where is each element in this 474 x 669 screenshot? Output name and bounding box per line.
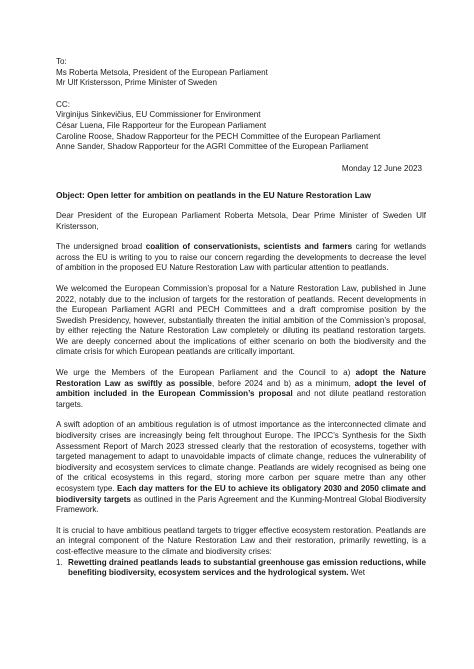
text-run: Wet	[348, 568, 366, 578]
text-run-bold: Each day matters for the EU to achieve its obligatory 2030 and 2050 climate and biodiversity targets	[56, 484, 426, 504]
paragraph-welcome: We welcomed the European Commission’s proposal for a Nature Restoration Law, published in June 2022, notably due to the inclusion of targets for the restoration of peatlands. Recent developments in the European Parliament AGRI and PECH Committees and a draft compromise position by the Swedish Presidency, however, substantially threaten the initial ambition of the Commission’s proposal, by either rejecting the Nature Restoration Law completely or diluting its peatland restoration targets. We are deeply concerned about the implications of either scenario on both the biodiversity and the climate crisis for which European peatlands are critically important.	[56, 283, 426, 357]
paragraph-coalition	[56, 242, 426, 274]
salutation: Dear President of the European Parliament Roberta Metsola, Dear Prime Minister of Sweden Ulf Kristersson,	[56, 210, 426, 231]
text-run: caring for wetlands across the EU is writing to you to raise our concern regarding the developments to decrease the level of ambition in the proposed EU Nature Restoration Law with particular attention to peatlands.	[56, 242, 426, 273]
cc-block	[56, 100, 426, 153]
letter-object: Object: Open letter for ambition on peatlands in the EU Nature Restoration Law	[56, 190, 372, 201]
text-run: The undersigned broad	[56, 242, 146, 252]
to-block	[56, 57, 426, 89]
to-recipient: Mr Ulf Kristersson, Prime Minister of Sweden	[56, 78, 218, 88]
text-run-bold: adopt the Nature Restoration Law as swiftly as possible	[56, 368, 426, 388]
text-run: as outlined in the Paris Agreement and the Kunming-Montreal Global Biodiversity Framework.	[56, 494, 427, 515]
text-run: A swift adoption of an ambitious regulation is of utmost importance as the interconnected climate and biodiversity crises are increasingly being felt throughout Europe. The IPCC’s Synthesis for the Sixth Assessment Report of March 2023 stressed clearly that the restoration of ecosystems, together with targeted management to adapt to unavoidable impacts of climate change, reduces the vulnerability of biodiversity and ecosystem services to climate change. Peatlands are widely recognised as being one of the critical ecosystems in this regard, storing more carbon per square metre than any other ecosystem type.	[56, 420, 426, 493]
list-item	[56, 557, 427, 579]
points-list	[56, 558, 426, 579]
cc-recipient: Virginijus Sinkevičius, EU Commissioner for Environment	[56, 110, 261, 120]
text-run-bold: adopt the level of ambition included in the European Commission’s proposal	[56, 378, 426, 399]
text-run-bold: Rewetting drained peatlands leads to substantial greenhouse gas emission reductions, while benefiting biodiversity, ecosystem services and the hydrological system.	[68, 557, 427, 578]
text-run-bold: coalition of conservationists, scientists and farmers	[145, 242, 353, 252]
cc-label: CC:	[56, 99, 70, 109]
paragraph-swift-adoption	[56, 420, 426, 515]
text-run: We urge the Members of the European Parliament and the Council to a)	[56, 368, 356, 378]
paragraph-urge	[56, 368, 426, 410]
text-run: and not dilute peatland restoration targets.	[56, 389, 426, 409]
cc-recipient: Anne Sander, Shadow Rapporteur for the AGRI Committee of the European Parliament	[56, 142, 369, 152]
to-label: To:	[56, 57, 67, 66]
letter-date: Monday 12 June 2023	[341, 163, 422, 173]
list-number: 1.	[56, 557, 63, 567]
cc-recipient: Caroline Roose, Shadow Rapporteur for the PECH Committee of the European Parliament	[56, 131, 381, 141]
paragraph-crucial: It is crucial to have ambitious peatland targets to trigger effective ecosystem restoration. Peatlands are an integral component of the Nature Restoration Law and their restoration, primarily rewetting, is a cost-effective measure to the climate and biodiversity crises:	[56, 525, 426, 556]
cc-recipient: César Luena, File Rapporteur for the European Parliament	[56, 120, 267, 130]
text-run: , before 2024 and b) as a minimum,	[211, 378, 355, 388]
to-recipient: Ms Roberta Metsola, President of the European Parliament	[56, 67, 268, 77]
